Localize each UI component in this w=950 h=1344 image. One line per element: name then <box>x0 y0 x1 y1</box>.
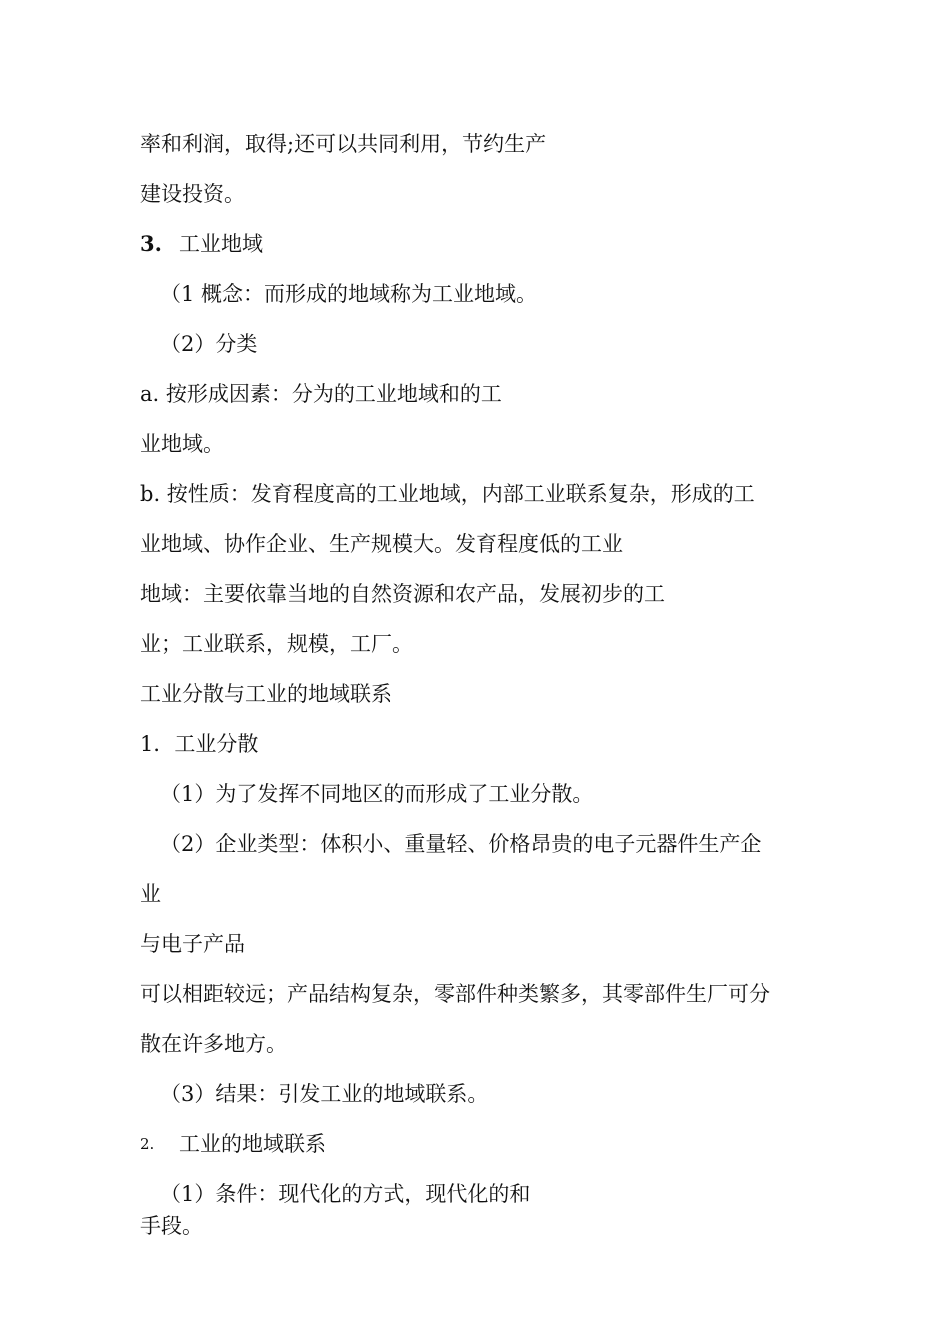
text-line-dispersion-2: （2）企业类型：体积小、重量轻、价格昂贵的电子元器件生产企 <box>160 832 762 856</box>
text-line-concept: （1 概念：而形成的地域称为工业地域。 <box>160 282 538 306</box>
section-number-3: 3. <box>140 231 162 256</box>
text-line-dispersion-2-cont-2: 与电子产品 <box>140 932 245 956</box>
text-line-classification: （2）分类 <box>160 332 258 356</box>
section-heading-industrial-region: 工业地域 <box>179 232 263 256</box>
section-heading-dispersion: 工业分散与工业的地域联系 <box>140 682 392 706</box>
text-line-b-cont-3: 业；工业联系，规模，工厂。 <box>140 632 413 656</box>
text-line-conditions-cont: 手段。 <box>140 1214 203 1238</box>
section-heading-regional-link: 工业的地域联系 <box>179 1132 326 1156</box>
subsection-heading-dispersion: 1．工业分散 <box>140 732 259 756</box>
text-line-b-cont-1: 业地域、协作企业、生产规模大。发育程度低的工业 <box>140 532 623 556</box>
text-line-b: b. 按性质：发育程度高的工业地域，内部工业联系复杂，形成的工 <box>140 482 755 506</box>
text-line-a-cont: 业地域。 <box>140 432 224 456</box>
text-line-dispersion-2-cont-3: 可以相距较远；产品结构复杂，零部件种类繁多，其零部件生厂可分 <box>140 982 770 1006</box>
text-line-dispersion-1: （1）为了发挥不同地区的而形成了工业分散。 <box>160 782 594 806</box>
text-line-dispersion-2-cont-1: 业 <box>140 882 161 906</box>
text-line-dispersion-2-cont-4: 散在许多地方。 <box>140 1032 287 1056</box>
text-line-2: 建设投资。 <box>140 182 245 206</box>
text-line-b-cont-2: 地域：主要依靠当地的自然资源和农产品，发展初步的工 <box>140 582 665 606</box>
text-line-1: 率和利润，取得;还可以共同利用，节约生产 <box>140 132 547 156</box>
section-number-2: 2. <box>140 1135 155 1153</box>
text-line-conditions: （1）条件：现代化的方式，现代化的和 <box>160 1182 531 1206</box>
text-line-a: a. 按形成因素：分为的工业地域和的工 <box>140 382 502 406</box>
text-line-dispersion-3: （3）结果：引发工业的地域联系。 <box>160 1082 489 1106</box>
